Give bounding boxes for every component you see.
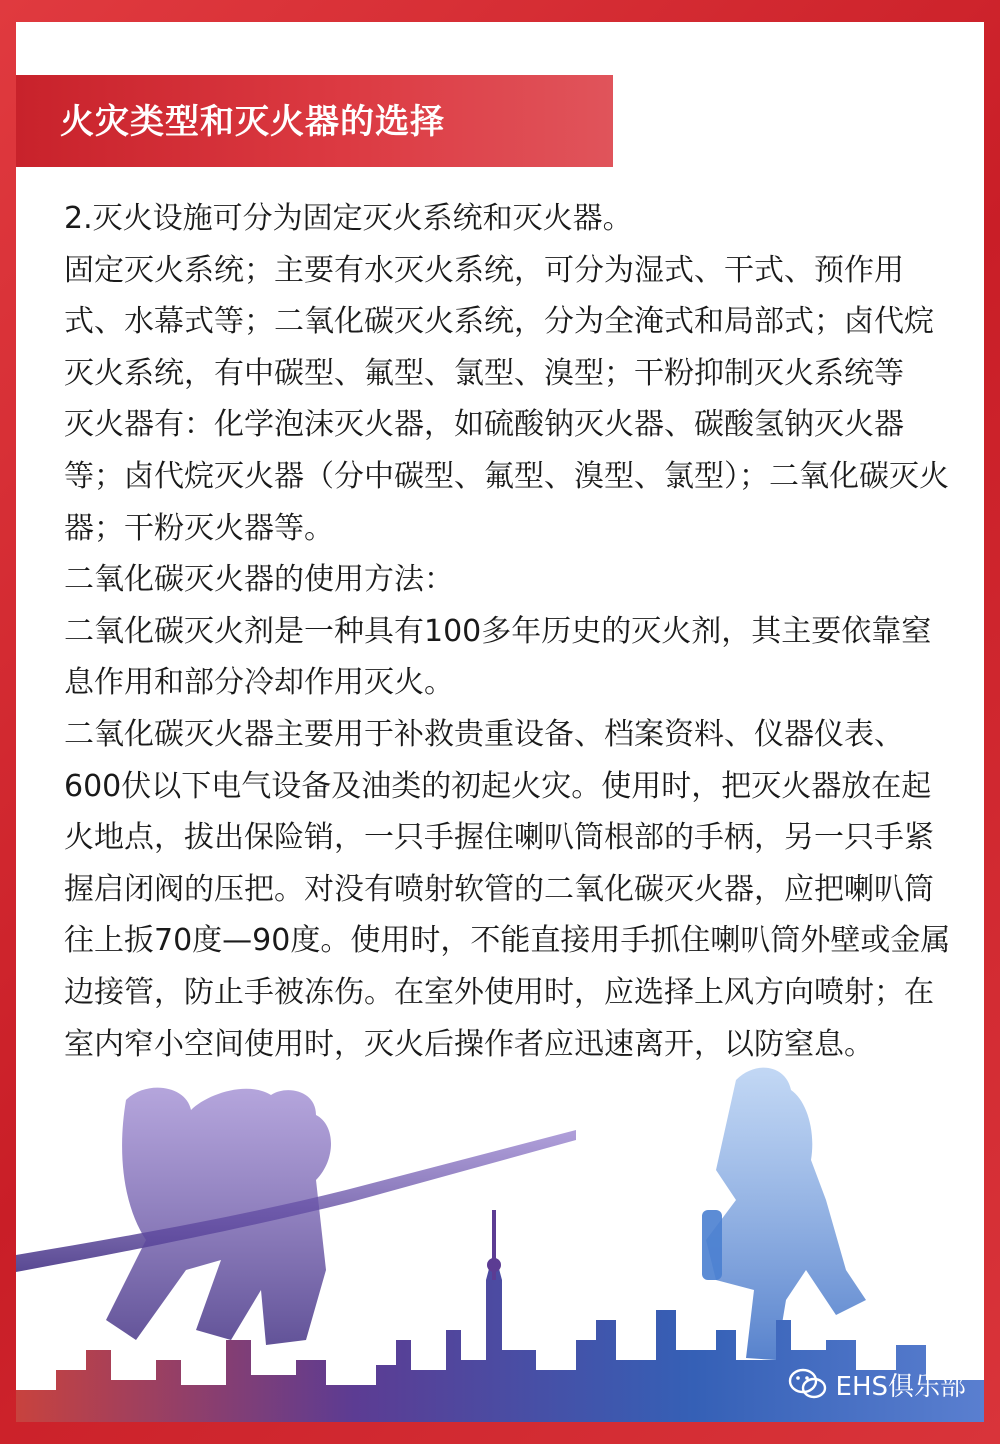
paragraph: 灭火器有：化学泡沫灭火器，如硫酸钠灭火器、碳酸氢钠灭火器等；卤代烷灭火器（分中碳型、氟型、溴型、氯型）；二氧化碳灭火器；干粉灭火器等。 bbox=[64, 407, 949, 546]
paragraph: 固定灭火系统；主要有水灭火系统，可分为湿式、干式、预作用式、水幕式等；二氧化碳灭火系统，分为全淹式和局部式；卤代烷灭火系统，有中碳型、氟型、氯型、溴型；干粉抑制灭火系统等 bbox=[64, 252, 934, 391]
article-body bbox=[64, 193, 954, 1070]
watermark-text: EHS俱乐部 bbox=[835, 1371, 966, 1402]
paragraph: 二氧化碳灭火器的使用方法： bbox=[64, 562, 454, 598]
paragraph: 2.灭火设施可分为固定灭火系统和灭火器。 bbox=[64, 201, 633, 236]
page-title: 火灾类型和灭火器的选择 bbox=[60, 102, 445, 142]
wechat-icon bbox=[788, 1367, 828, 1401]
paragraph: 二氧化碳灭火器主要用于补救贵重设备、档案资料、仪器仪表、600伏以下电气设备及油类的初起火灾。使用时，把灭火器放在起火地点，拔出保险销，一只手握住喇叭筒根部的手柄，另一只手紧握启闭阀的压把。对没有喷射软管的二氧化碳灭火器，应把喇叭筒往上扳70度—90度。使用时，不能直接用手抓住喇叭筒外壁或金属边接管，防止手被冻伤。在室外使用时，应选择上风方向喷射；在室内窄小空间使用时，灭火后操作者应迅速离开，以防窒息。 bbox=[64, 716, 951, 1062]
paragraph: 二氧化碳灭火剂是一种具有100多年历史的灭火剂，其主要依靠窒息作用和部分冷却作用灭火。 bbox=[64, 613, 932, 701]
source-watermark bbox=[788, 1364, 966, 1404]
